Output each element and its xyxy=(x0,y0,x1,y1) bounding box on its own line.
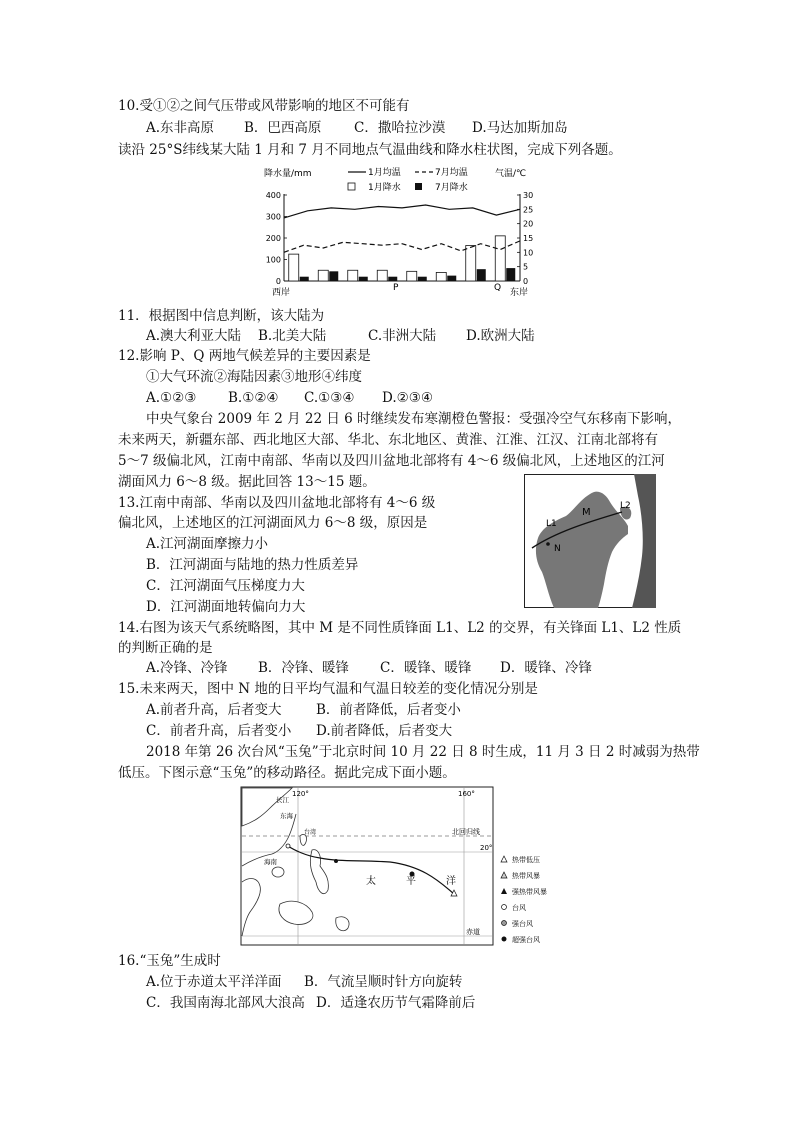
typhoon-track-map xyxy=(240,786,560,946)
label-n: N xyxy=(554,544,561,554)
jul-precip-bar xyxy=(300,277,309,281)
label-ocean-ping: 平 xyxy=(406,876,416,887)
q12-option-a: A.①②③ xyxy=(146,390,197,406)
right-tick-label: 25 xyxy=(523,205,534,215)
jul-precip-bar xyxy=(418,277,427,281)
weather-system-map xyxy=(524,474,656,608)
q10-option-a: A.东非高原 xyxy=(146,120,215,136)
legend-jul-prec-swatch xyxy=(415,183,422,190)
right-tick-label: 30 xyxy=(523,191,534,200)
track-end-marker xyxy=(286,844,290,848)
q13-option-b: B．江河湖面与陆地的热力性质差异 xyxy=(146,557,359,573)
label-l1: L1 xyxy=(546,519,557,529)
jul-precip-bar xyxy=(477,269,486,281)
jul-precip-bar xyxy=(506,268,515,281)
q10-stem: 10.受①②之间气压带或风带影响的地区不可能有 xyxy=(118,98,410,114)
jul-precip-bar xyxy=(329,271,338,281)
taiwan-island xyxy=(300,834,307,845)
q12-option-d: D.②③④ xyxy=(382,390,433,406)
q15-option-c: C．前者升高，后者变小 xyxy=(146,723,292,739)
track-point-1 xyxy=(410,872,415,877)
left-tick-label: 400 xyxy=(265,191,281,200)
legend-ts-symbol xyxy=(501,872,507,878)
label-lat-20: 20° xyxy=(480,844,493,852)
q13-option-a: A.江河湖面摩擦力小 xyxy=(146,536,269,552)
jul-temp-line xyxy=(284,241,520,252)
left-tick-label: 100 xyxy=(265,255,281,265)
jan-precip-bar xyxy=(436,272,446,281)
passage3-line1: 2018 年第 26 次台风“玉兔”于北京时间 10 月 22 日 8 时生成，11 月 3 日 2 时减弱为热带 xyxy=(146,744,700,760)
point-n xyxy=(546,542,550,546)
jul-precip-bar xyxy=(447,276,456,281)
legend-jul-temp: 7月均温 xyxy=(435,168,468,178)
q15-option-d: D.前者降低，后者变大 xyxy=(316,723,453,739)
x-label-p: P xyxy=(393,283,399,293)
q12-option-c: C.①③④ xyxy=(304,390,355,406)
right-tick-label: 0 xyxy=(523,277,529,286)
q10-option-b: B．巴西高原 xyxy=(244,120,322,136)
label-m: M xyxy=(582,507,591,518)
q14-option-b: B．冷锋、暖锋 xyxy=(258,660,349,676)
q11-option-d: D.欧洲大陆 xyxy=(466,328,535,344)
legend-sts: 强热带风暴 xyxy=(512,888,547,896)
legend-ty-symbol xyxy=(502,905,507,910)
jul-precip-bar xyxy=(359,277,368,281)
q11-option-c: C.非洲大陆 xyxy=(368,328,437,344)
x-label-west: 西岸 xyxy=(272,288,291,298)
q14-stem-line1: 14.右图为该天气系统略图，其中 M 是不同性质锋面 L1、L2 的交界，有关锋面 L1、L2 性质 xyxy=(118,620,682,636)
legend-jan-temp: 1月均温 xyxy=(368,168,401,178)
left-tick-label: 0 xyxy=(275,277,281,286)
q16-option-d: D．适逢农历节气霜降前后 xyxy=(316,995,476,1011)
jan-precip-bar xyxy=(289,254,299,281)
passage2-line3: 5～7 级偏北风，江南中南部、华南以及四川盆地北部将有 4～6 级偏北风，上述地区的江河 xyxy=(118,453,665,469)
q14-option-a: A.冷锋、冷锋 xyxy=(146,660,228,676)
label-taiwan: 台湾 xyxy=(304,829,317,836)
label-yangtze: 长江 xyxy=(276,796,289,804)
legend-td-symbol xyxy=(501,856,507,862)
legend-ty: 台风 xyxy=(512,904,526,912)
q11-stem: 11．根据图中信息判断，该大陆为 xyxy=(118,308,325,324)
legend-jul-prec: 7月降水 xyxy=(435,183,468,193)
label-hainan: 海南 xyxy=(264,858,277,866)
legend-supty: 超强台风 xyxy=(512,936,540,944)
label-lon-120: 120° xyxy=(292,790,309,798)
legend-ts: 热带风暴 xyxy=(512,872,540,880)
legend-td: 热带低压 xyxy=(512,856,540,864)
q15-stem: 15.未来两天，图中 N 地的日平均气温和气温日较差的变化情况分别是 xyxy=(118,681,538,697)
x-label-q: Q xyxy=(494,283,502,293)
label-l2: L2 xyxy=(620,501,631,511)
label-lon-160: 160° xyxy=(458,790,475,798)
left-tick-label: 200 xyxy=(265,234,281,243)
q12-factors: ①大气环流②海陆因素③地形④纬度 xyxy=(146,369,362,385)
right-tick-label: 20 xyxy=(523,219,534,229)
label-ocean-tai: 太 xyxy=(366,876,376,887)
legend-jan-prec: 1月降水 xyxy=(368,183,401,193)
q16-option-c: C．我国南海北部风大浪高 xyxy=(146,995,305,1011)
q12-stem: 12.影响 P、Q 两地气候差异的主要因素是 xyxy=(118,348,371,364)
label-east-sea: 东海 xyxy=(280,812,293,820)
q10-option-c: C．撒哈拉沙漠 xyxy=(354,120,446,136)
passage2-line2: 未来两天，新疆东部、西北地区大部、华北、东北地区、黄淮、江淮、江汉、江南北部将有 xyxy=(118,432,658,448)
q12-option-b: B.①②④ xyxy=(228,390,279,406)
q14-stem-line2: 的判断正确的是 xyxy=(118,640,213,656)
passage3-line2: 低压。下图示意“玉兔”的移动路径。据此完成下面小题。 xyxy=(118,765,456,781)
jan-precip-bar xyxy=(407,271,417,281)
q11-option-a: A.澳大利亚大陆 xyxy=(146,328,242,344)
q13-option-c: C．江河湖面气压梯度力大 xyxy=(146,578,305,594)
q10-option-d: D.马达加斯加岛 xyxy=(472,120,568,136)
passage2-line4: 湖面风力 6～8 级。据此回答 13～15 题。 xyxy=(118,474,376,490)
legend-sty: 强台风 xyxy=(512,920,533,928)
q15-option-b: B．前者降低，后者变小 xyxy=(316,702,461,718)
left-tick-label: 300 xyxy=(265,212,281,222)
q16-option-a: A.位于赤道太平洋洋面 xyxy=(146,974,282,990)
intro-25s: 读沿 25°S纬线某大陆 1 月和 7 月不同地点气温曲线和降水柱状图，完成下列各题。 xyxy=(118,142,622,158)
jan-precip-bar xyxy=(348,270,358,281)
label-tropic: 北回归线 xyxy=(452,828,480,836)
jan-precip-bar xyxy=(495,236,505,281)
q16-option-b: B．气流呈顺时针方向旋转 xyxy=(304,974,463,990)
right-tick-label: 5 xyxy=(523,262,529,272)
q14-option-d: D．暖锋、冷锋 xyxy=(500,660,592,676)
hainan-island xyxy=(272,867,284,877)
legend-sty-symbol xyxy=(502,921,507,926)
legend-sts-symbol xyxy=(501,888,507,894)
jan-precip-bar xyxy=(377,270,387,281)
q14-option-c: C．暖锋、暖锋 xyxy=(380,660,472,676)
q13-stem-line2: 偏北风，上述地区的江河湖面风力 6～8 级，原因是 xyxy=(118,515,428,531)
legend-supty-symbol xyxy=(502,937,507,942)
passage2-line1: 中央气象台 2009 年 2 月 22 日 6 时继续发布寒潮橙色警报：受强冷空气东移南下影响， xyxy=(146,411,682,427)
y-right-label: 气温/℃ xyxy=(495,169,527,179)
legend-jan-prec-swatch xyxy=(348,183,355,190)
q13-stem-line1: 13.江南中南部、华南以及四川盆地北部将有 4～6 级 xyxy=(118,495,436,511)
q15-option-a: A.前者升高，后者变大 xyxy=(146,702,282,718)
jan-precip-bar xyxy=(318,270,328,281)
jan-temp-line xyxy=(284,205,520,218)
q16-stem: 16.“玉兔”生成时 xyxy=(118,953,221,969)
jan-precip-bar xyxy=(466,246,476,281)
jul-precip-bar xyxy=(388,277,397,281)
map-frame xyxy=(241,787,493,945)
x-label-east: 东岸 xyxy=(510,288,529,298)
climate-chart xyxy=(262,164,542,298)
y-left-label: 降水量/mm xyxy=(264,169,312,179)
q13-option-d: D．江河湖面地转偏向力大 xyxy=(146,599,306,615)
label-equator: 赤道 xyxy=(466,928,480,936)
right-tick-label: 15 xyxy=(523,234,534,243)
q11-option-b: B.北美大陆 xyxy=(258,328,327,344)
label-ocean-yang: 洋 xyxy=(446,876,456,887)
track-point-2 xyxy=(334,859,338,863)
right-tick-label: 10 xyxy=(523,248,534,258)
